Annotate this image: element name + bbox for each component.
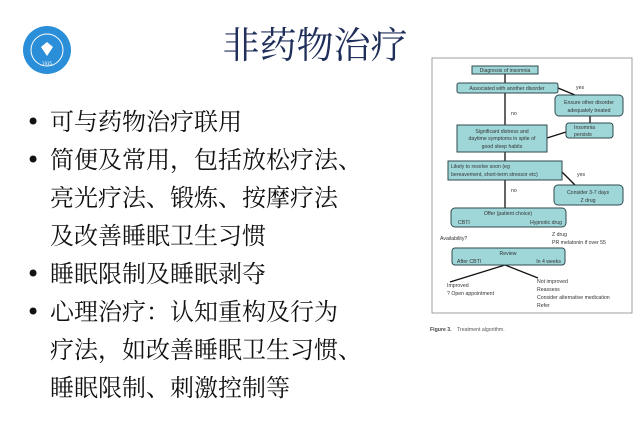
figure-text: Offer (patient choice) [483, 211, 533, 217]
figure-text: Insomnia [574, 125, 596, 131]
svg-text:1935: 1935 [41, 61, 53, 66]
figure-text: In 4 weeks [536, 259, 561, 265]
bullet-item: • 可与药物治疗联用 [26, 108, 242, 136]
figure-text: Likely to resolve soon (eg [451, 164, 510, 170]
figure-text: Significant distress and [475, 129, 529, 135]
box-review [452, 248, 565, 265]
label-zdrug: Z drug [552, 232, 567, 238]
box-offer [451, 208, 566, 227]
figure-text: Review [499, 251, 517, 257]
label-reassess: Reassess [537, 287, 560, 293]
figure-text: Ensure other disorder [564, 100, 614, 106]
figure-text: persists [574, 132, 592, 138]
box-associated [457, 83, 558, 93]
label-melatonin: PR melatonin if over 55 [552, 240, 606, 246]
label-refer: Refer [537, 303, 550, 309]
figure-text: Associated with another disorder [469, 86, 545, 92]
bullet-item-continuation: 睡眠限制、刺激控制等 [50, 374, 290, 402]
bullet-item: • 睡眠限制及睡眠剥夺 [26, 260, 266, 288]
label-no: no [511, 188, 517, 194]
figure-text: CBTI [458, 220, 470, 226]
label-improved: Improved [447, 283, 469, 289]
figure-text: Consider 3-7 days [566, 190, 610, 196]
box-ensure [555, 95, 623, 116]
bullet-item: • 心理治疗：认知重构及行为 [26, 298, 338, 326]
label-open-appointment: ? Open appointment [447, 291, 495, 297]
figure-text: Hypnotic drug [529, 220, 562, 226]
label-availability: Availability? [440, 236, 468, 242]
bullet-item: • 简便及常用，包括放松疗法、 [26, 146, 362, 174]
figure-text: adequately treated [567, 108, 611, 114]
figure-text: After CBTI [457, 259, 482, 265]
figure-text: daytime symptoms in spite of [468, 136, 536, 142]
figure-text: Z drug [580, 198, 596, 204]
label-yes: yes [577, 172, 586, 178]
figure-text: good sleep habits [481, 144, 523, 150]
box-significant [457, 125, 547, 152]
bullet-item-continuation: 疗法，如改善睡眠卫生习惯、 [50, 336, 362, 364]
label-alternative: Consider alternative medication [537, 295, 610, 301]
label-not-improved: Not improved [537, 279, 568, 285]
box-likely [448, 161, 562, 180]
figure-text: Diagnosis of insomnia [479, 68, 531, 74]
caption: Treatment algorithm. [457, 327, 505, 333]
box-persists [566, 123, 613, 138]
label-yes: yes [576, 85, 585, 91]
box-diagnosis [472, 66, 538, 74]
bullet-item-continuation: 亮光疗法、锻炼、按摩疗法 [50, 184, 338, 212]
figure-text: bereavement, short-term stressor etc) [451, 172, 538, 178]
slide-title: 非药物治疗 [222, 24, 408, 67]
caption-label: Figure 3. [430, 327, 452, 333]
bullet-item-continuation: 及改善睡眠卫生习惯 [50, 222, 266, 250]
label-no: no [511, 111, 517, 117]
box-consider [554, 185, 623, 205]
